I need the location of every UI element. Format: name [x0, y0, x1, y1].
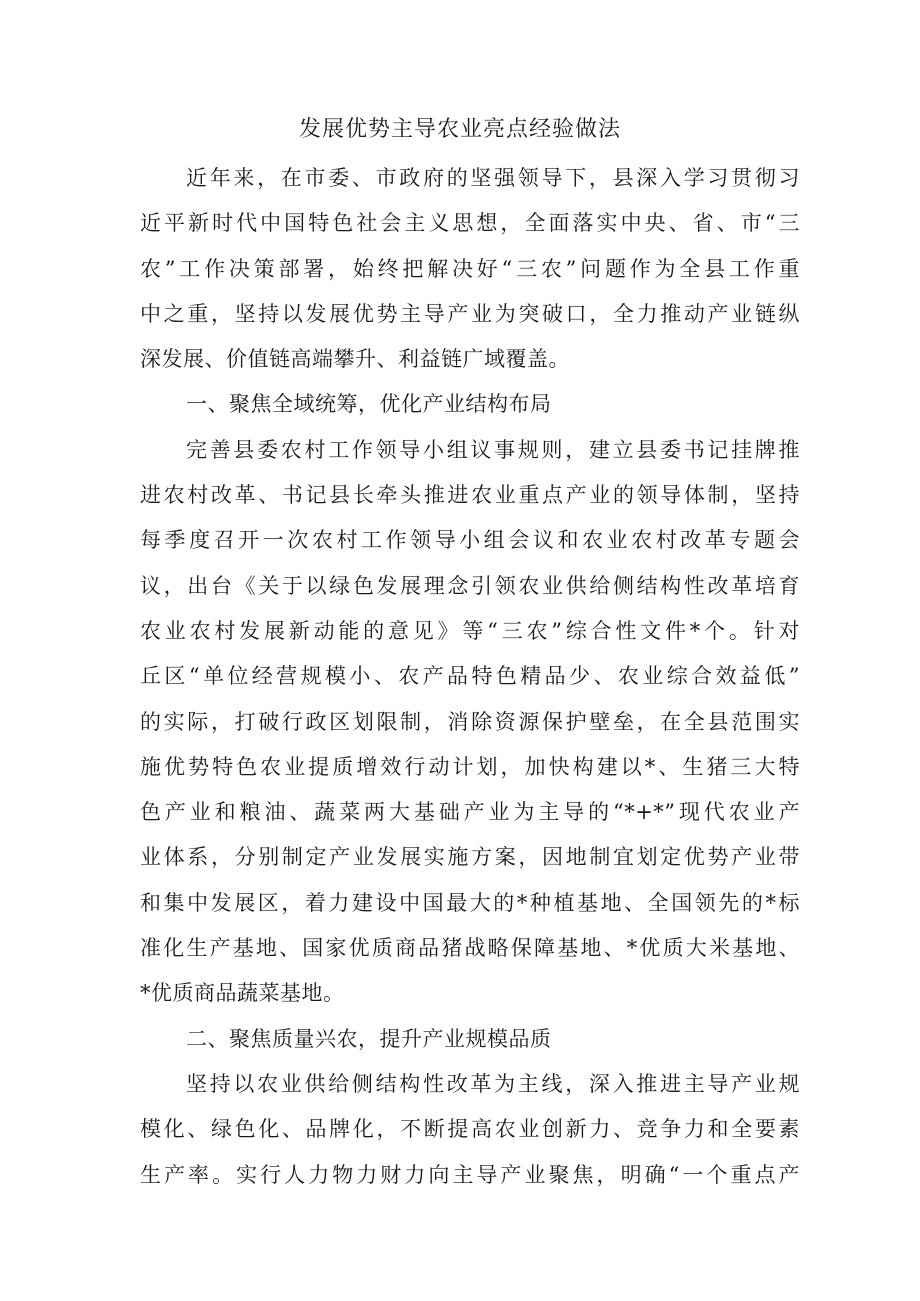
text-line: 近年来，在市委、市政府的坚强领导下，县深入学习贯彻习 [186, 166, 800, 190]
text-line: 生产率。实行人力物力财力向主导产业聚焦，明确“一个重点产 [140, 1162, 800, 1187]
text-line: 完善县委农村工作领导小组议事规则，建立县委书记挂牌推 [186, 437, 800, 462]
document-body [140, 156, 800, 1198]
text-line: 丘区“单位经营规模小、农产品特色精品少、农业综合效益低” [140, 664, 800, 689]
text-line: 进农村改革、书记县长牵头推进农业重点产业的领导体制，坚持 [140, 483, 800, 508]
text-line: 农业农村发展新动能的意见》等“三农”综合性文件*个。针对 [140, 618, 800, 643]
text-line: 模化、绿色化、品牌化，不断提高农业创新力、竞争力和全要素 [140, 1117, 800, 1142]
text-line: 业体系，分别制定产业发展实施方案，因地制宜划定优势产业带 [140, 845, 800, 870]
text-line: 一、聚焦全域统筹，优化产业结构布局 [186, 392, 552, 417]
text-line: 近平新时代中国特色社会主义思想，全面落实中央、省、市“三 [140, 211, 800, 236]
text-line: 色产业和粮油、蔬菜两大基础产业为主导的“*+*”现代农业产 [140, 800, 800, 825]
text-line: 农”工作决策部署，始终把解决好“三农”问题作为全县工作重 [140, 256, 800, 281]
text-line: *优质商品蔬菜基地。 [140, 981, 345, 1006]
text-line: 二、聚焦质量兴农，提升产业规模品质 [186, 1026, 552, 1051]
text-line: 坚持以农业供给侧结构性改革为主线，深入推进主导产业规 [186, 1071, 800, 1096]
text-line: 每季度召开一次农村工作领导小组会议和农业农村改革专题会 [140, 528, 800, 553]
text-line: 和集中发展区，着力建设中国最大的*种植基地、全国领先的*标 [140, 890, 800, 915]
text-line: 中之重，坚持以发展优势主导产业为突破口，全力推动产业链纵 [140, 301, 800, 326]
text-line: 准化生产基地、国家优质商品猪战略保障基地、*优质大米基地、 [140, 936, 800, 961]
text-line: 议，出台《关于以绿色发展理念引领农业供给侧结构性改革培育 [140, 573, 800, 598]
text-line: 深发展、价值链高端攀升、利益链广域覆盖。 [140, 347, 570, 372]
document-title: 发展优势主导农业亮点经验做法 [298, 117, 621, 142]
text-line: 的实际，打破行政区划限制，消除资源保护壁垒，在全县范围实 [140, 709, 800, 734]
text-line: 施优势特色农业提质增效行动计划，加快构建以*、生猪三大特 [140, 754, 800, 779]
